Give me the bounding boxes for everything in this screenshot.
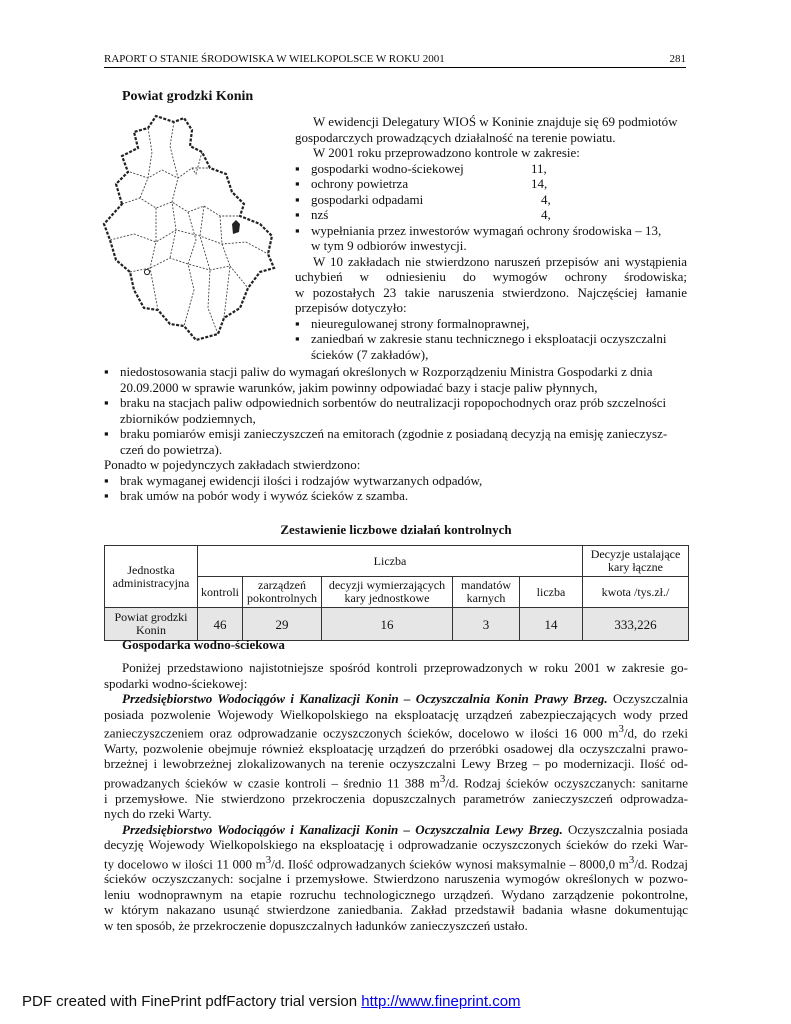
text-span: prowadzanych ścieków w czasie kontroli – średnio 11 388 m — [104, 775, 440, 791]
text-line: decyzję Wojewody Wielkopolskiego na eksploatację i odprowadzanie oczyszczonych ścieków do rzeki War- — [104, 837, 688, 853]
text-line: ścieków oczyszczanych: socjalne i przemysłowe. Stwierdzono naruszenia wymogów określonych w pozwo- — [104, 871, 688, 887]
text-line: posiada pozwolenie Wojewody Wielkopolskiego na eksploatację urządzeń zabezpieczających wody przed — [104, 706, 688, 722]
cell-kontroli: 46 — [198, 608, 243, 641]
violation-item — [104, 426, 688, 442]
bullet-icon: ▪ — [104, 364, 109, 379]
control-value: 4, — [541, 191, 551, 207]
cell-kwota: 333,226 — [583, 608, 689, 641]
violation-text-cont: 20.09.2000 w sprawie warunków, jakim powinny odpowiadać bazy i stacje paliw płynnych, — [120, 379, 598, 395]
intro-line: W 2001 roku przeprowadzono kontrole w zakresie: — [313, 145, 580, 160]
col-zarzadzen-line: pokontrolnych — [247, 591, 317, 605]
text-line — [104, 691, 688, 707]
superscript: 3 — [439, 772, 446, 785]
table-caption: Zestawienie liczbowe działań kontrolnych — [280, 522, 512, 537]
bullet-icon: ▪ — [295, 222, 300, 238]
para-line: uchybień w odniesieniu do wymogów ochrony środowiska; — [295, 269, 687, 284]
violation-text-cont: zbiorników podziemnych, — [120, 410, 256, 426]
col-decyzji-line: kary jednostkowe — [344, 591, 430, 605]
bullet-icon: ▪ — [104, 395, 109, 410]
col-zarzadzen — [243, 577, 322, 608]
cell-zarzadzen: 29 — [243, 608, 322, 641]
cell-unit-line: Konin — [136, 623, 166, 637]
col-mandatow-line: karnych — [466, 591, 506, 605]
further-item — [104, 473, 688, 489]
table-header-row — [105, 546, 689, 577]
para-line: w pozostałych 23 takie naruszenia stwierdzono. Najczęściej łamanie — [295, 284, 687, 300]
control-stats-table — [104, 545, 689, 641]
text-span: zanieczyszczeniem oraz odprowadzanie oczyszczonych ścieków, docelowo w ilości 16 000 m — [104, 725, 619, 741]
header-fines: Decyzje ustalające kary łączne — [583, 546, 689, 577]
violation-text-cont: czeń do powietrza). — [120, 441, 223, 457]
page-header — [104, 52, 686, 68]
text-line: brzeżnej i lewobrzeżnej zlokalizowanych na terenie oczyszczalni Lewy Brzeg – po modernizacji. Ilość od- — [104, 756, 688, 772]
header-title: RAPORT O STANIE ŚRODOWISKA W WIELKOPOLSCE W ROKU 2001 — [104, 53, 445, 65]
violation-text: zaniedbań w zakresie stanu technicznego i eksploatacji oczyszczalni — [311, 331, 667, 346]
violation-text-cont: ścieków (7 zakładów), — [311, 346, 429, 362]
text-line: leniu wodnoprawnym na etapie rozruchu technologicznego urządzeń. Wydano zarządzenie pokontrolne, — [104, 886, 688, 902]
superscript: 3 — [618, 723, 624, 735]
col-mandatow — [453, 577, 520, 608]
footer-link[interactable]: http://www.fineprint.com — [361, 993, 521, 1010]
intro-line: W ewidencji Delegatury WIOŚ w Koninie znajduje się 69 podmiotów — [313, 114, 678, 129]
further-text: brak umów na pobór wody i wywóz ścieków z szamba. — [120, 488, 409, 503]
investor-item — [295, 223, 687, 239]
header-unit-line: Jednostka — [127, 562, 175, 577]
text-line: Poniżej przedstawiono najistotniejsze spośród kontroli przeprowadzonych w roku 2001 w zakresie go- — [122, 660, 688, 675]
cell-liczba: 14 — [520, 608, 583, 641]
intro-line: gospodarczych prowadzących działalność na terenie powiatu. — [295, 129, 616, 145]
col-liczba: liczba — [520, 577, 583, 608]
plant-title: Przedsiębiorstwo Wodociągów i Kanalizacji Konin – Oczyszczalnia Lewy Brzeg. — [122, 821, 563, 837]
further-item — [104, 488, 688, 504]
text-line: nych do rzeki Warty. — [104, 806, 212, 822]
control-label: gospodarki wodno-ściekowej — [311, 160, 464, 176]
text-span: /d. Rodzaj ścieków oczyszczanych: sanitarne — [445, 775, 688, 791]
pdf-footer — [22, 993, 521, 1010]
para-line: przepisów dotyczyło: — [295, 300, 407, 315]
cell-decyzji: 16 — [322, 608, 453, 641]
section-title-gospodarka: Gospodarka wodno-ściekowa — [122, 637, 285, 652]
control-item — [295, 207, 687, 223]
cell-unit-line: Powiat grodzki — [114, 610, 188, 624]
cell-unit — [105, 608, 198, 641]
header-count: Liczba — [198, 546, 583, 577]
plant-title: Przedsiębiorstwo Wodociągów i Kanalizacji Konin – Oczyszczalnia Konin Prawy Brzeg. — [122, 691, 608, 706]
section2-body — [104, 660, 688, 933]
table-row — [105, 608, 689, 641]
text-line: w którym nakazano usunąć stwierdzone zaniedbania. Zakład przedstawił badania własne dokumentując — [104, 902, 688, 918]
bullet-icon: ▪ — [104, 472, 109, 488]
control-item — [295, 161, 687, 177]
text-line — [104, 822, 688, 838]
control-value: 11, — [531, 160, 547, 176]
section-title-powiat: Powiat grodzki Konin — [122, 89, 254, 104]
violation-text: braku na stacjach paliw odpowiednich sorbentów do neutralizacji ropopochodnych oraz prób szczelności — [120, 395, 667, 410]
col-decyzji — [322, 577, 453, 608]
further-intro: Ponadto w pojedynczych zakładach stwierdzono: — [104, 457, 361, 472]
investor-line-2: w tym 9 odbiorów inwestycji. — [311, 238, 467, 253]
control-item — [295, 176, 687, 192]
col-kwota: kwota /tys.zł./ — [583, 577, 689, 608]
bullet-icon: ▪ — [104, 426, 109, 441]
text-span: Oczyszczalnia posiada — [562, 821, 689, 837]
col-decyzji-line: decyzji wymierzających — [328, 578, 446, 592]
control-value: 4, — [541, 207, 551, 222]
violation-item — [104, 395, 688, 411]
text-line: Warty, pozwolenie obejmuje również eksploatację urządzeń do przeróbki osadowej dla oczyszczalni prawo- — [104, 740, 688, 756]
text-span: /d. Rodzaj — [634, 855, 689, 871]
bullet-icon: ▪ — [295, 191, 300, 207]
superscript: 3 — [265, 853, 272, 866]
col-kontroli: kontroli — [198, 577, 243, 608]
violation-item — [295, 331, 687, 347]
violation-text: braku pomiarów emisji zanieczyszczeń na emitorach (zgodnie z posiadaną decyzją na emisję zanieczysz- — [120, 426, 668, 441]
cell-mandatow: 3 — [453, 608, 520, 641]
bullet-icon: ▪ — [295, 315, 300, 331]
violation-text: nieuregulowanej strony formalnoprawnej, — [311, 315, 530, 331]
wielkopolska-map — [100, 112, 285, 344]
bullet-icon: ▪ — [295, 207, 300, 222]
superscript: 3 — [628, 853, 635, 866]
footer-text: PDF created with FinePrint pdfFactory trial version — [22, 993, 362, 1010]
header-unit — [105, 546, 198, 608]
control-label: ochrony powietrza — [311, 176, 409, 191]
para-line: W 10 zakładach nie stwierdzono naruszeń przepisów ani wystąpienia — [313, 253, 687, 269]
control-item — [295, 192, 687, 208]
intro-right-column — [295, 114, 687, 362]
investor-line: wypełniania przez inwestorów wymagań ochrony środowiska – 13, — [311, 222, 662, 238]
text-line: w ten sposób, że przekroczenie dopuszczalnych ładunków zanieczyszczeń ustało. — [104, 917, 528, 933]
text-span: Oczyszczalnia — [607, 691, 689, 706]
control-label: nzś — [311, 207, 329, 222]
header-unit-line: administracyjna — [112, 575, 190, 590]
text-line — [104, 722, 688, 741]
text-line: i przemysłowe. Nie stwierdzono przekroczenia dopuszczalnych parametrów zanieczyszczeń odprowadza- — [104, 790, 688, 806]
control-label: gospodarki odpadami — [311, 191, 424, 207]
text-line — [104, 853, 688, 872]
text-span: /d. Ilość odprowadzanych ścieków wynosi maksymalnie – 8000,0 m — [271, 855, 629, 871]
col-zarzadzen-line: zarządzeń — [258, 578, 306, 592]
page-number: 281 — [669, 53, 686, 65]
violation-text: niedostosowania stacji paliw do wymagań określonych w Rozporządzeniu Ministra Gospodarki z dnia — [120, 364, 653, 379]
col-mandatow-line: mandatów — [461, 578, 511, 592]
bullet-icon: ▪ — [295, 331, 300, 346]
violation-item — [295, 316, 687, 332]
bullet-icon: ▪ — [295, 176, 300, 191]
text-line: spodarki wodno-ściekowej: — [104, 675, 248, 691]
violations-full-width — [104, 364, 688, 504]
further-text: brak wymaganej ewidencji ilości i rodzajów wytwarzanych odpadów, — [120, 472, 483, 488]
text-span: /d, do rzeki — [623, 725, 689, 741]
bullet-icon: ▪ — [104, 488, 109, 503]
text-line — [104, 772, 688, 791]
violation-item — [104, 364, 688, 380]
text-span: ty docelowo w ilości 11 000 m — [104, 855, 266, 871]
bullet-icon: ▪ — [295, 160, 300, 176]
control-value: 14, — [531, 176, 548, 191]
